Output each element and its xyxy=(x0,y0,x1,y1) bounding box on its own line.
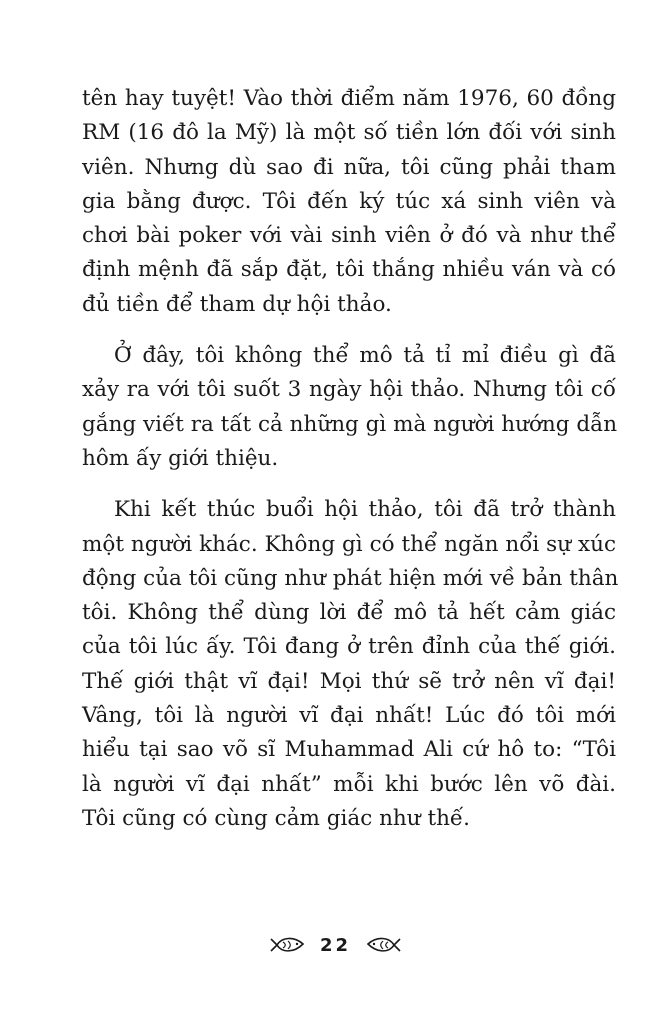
paragraph-3-line-10: Tôi cũng có cùng cảm giác như thế. xyxy=(82,805,470,831)
page-number: 22 xyxy=(319,934,352,956)
paragraph-gap xyxy=(82,476,616,493)
body-text xyxy=(82,82,619,836)
paragraph-3-line-3: động của tôi cũng như phát hiện mới về bản thân xyxy=(82,565,619,591)
paragraph-gap xyxy=(82,322,616,339)
paragraph-2-line-4: hôm ấy giới thiệu. xyxy=(82,445,279,471)
paragraph-2-line-3: gắng viết ra tất cả những gì mà người hướng dẫn xyxy=(82,411,618,437)
paragraph-1-line-7: đủ tiền để tham dự hội thảo. xyxy=(82,291,392,317)
paragraph-3-line-5: của tôi lúc ấy. Tôi đang ở trên đỉnh của thế giới. xyxy=(82,634,616,660)
paragraph-1-line-4: gia bằng được. Tôi đến ký túc xá sinh viên và xyxy=(82,188,616,214)
page-footer xyxy=(0,928,671,962)
paragraph-1-line-3: viên. Nhưng dù sao đi nữa, tôi cũng phải tham xyxy=(82,154,616,180)
paragraph-3-line-9: là người vĩ đại nhất” mỗi khi bước lên võ đài. xyxy=(82,771,616,797)
paragraph-3-line-6: Thế giới thật vĩ đại! Mọi thứ sẽ trở nên vĩ đại! xyxy=(82,668,616,694)
paragraph-1-line-6: định mệnh đã sắp đặt, tôi thắng nhiều ván và có xyxy=(82,257,616,283)
fish-ornament-icon xyxy=(365,935,403,955)
paragraph-3-line-1: Khi kết thúc buổi hội thảo, tôi đã trở thành xyxy=(114,497,616,523)
paragraph-3-line-2: một người khác. Không gì có thể ngăn nổi sự xúc xyxy=(82,531,616,557)
paragraph-2-line-1: Ở đây, tôi không thể mô tả tỉ mỉ điều gì đã xyxy=(114,343,616,369)
fish-ornament-icon xyxy=(268,935,306,955)
paragraph-1-line-5: chơi bài poker với vài sinh viên ở đó và như thể xyxy=(82,223,616,249)
paragraph-1-line-2: RM (16 đô la Mỹ) là một số tiền lớn đối với sinh xyxy=(82,120,616,146)
paragraph-2-line-2: xảy ra với tôi suốt 3 ngày hội thảo. Nhưng tôi cố xyxy=(82,377,616,403)
paragraph-1-line-1: tên hay tuyệt! Vào thời điểm năm 1976, 60 đồng xyxy=(82,86,616,111)
paragraph-3-line-8: hiểu tại sao võ sĩ Muhammad Ali cứ hô to: “Tôi xyxy=(82,737,616,763)
paragraph-3-line-7: Vâng, tôi là người vĩ đại nhất! Lúc đó tôi mới xyxy=(82,703,616,729)
paragraph-3-line-4: tôi. Không thể dùng lời để mô tả hết cảm giác xyxy=(82,600,616,626)
